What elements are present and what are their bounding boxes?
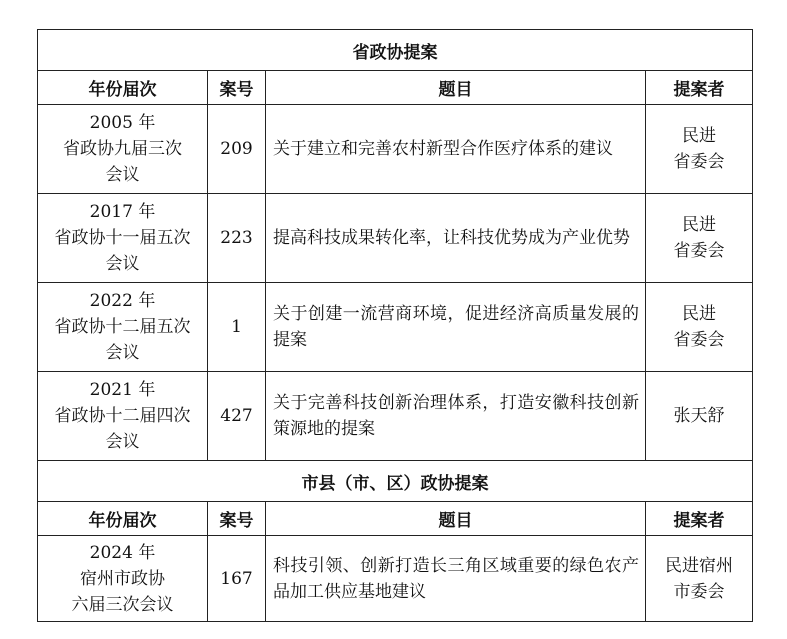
session-suffix: 会议 [105,343,140,363]
header-row [38,502,753,536]
proposer-line: 省委会 [673,330,725,350]
proposal-number: 209 [208,105,266,194]
session-year: 2017 年 [89,202,156,222]
proposal-number: 167 [208,536,266,622]
session-name: 省政协十一届五次 [54,228,191,248]
proposal-number: 427 [208,372,266,461]
session-year: 2005 年 [89,113,156,133]
proposer-line: 省委会 [673,241,725,261]
header-title: 题目 [266,502,646,536]
session-name: 省政协九届三次 [63,139,182,159]
session-name: 省政协十二届五次 [54,317,191,337]
proposer-line: 民进宿州 [665,555,733,576]
session-name: 宿州市政协 [80,568,165,589]
proposer-line: 市委会 [673,581,725,602]
session-cell [38,194,208,283]
session-cell [38,105,208,194]
header-row [38,71,753,105]
section-title-row [38,30,753,71]
session-year: 2022 年 [89,291,156,311]
proposer-cell [646,105,753,194]
header-number: 案号 [208,502,266,536]
session-suffix: 六届三次会议 [71,594,174,615]
proposals-table [37,29,753,622]
section-title: 市县（市、区）政协提案 [38,461,753,502]
table-row [38,105,753,194]
header-session: 年份届次 [38,71,208,105]
proposal-title: 关于建立和完善农村新型合作医疗体系的建议 [266,105,646,194]
session-year: 2024 年 [89,542,156,563]
header-session: 年份届次 [38,502,208,536]
proposal-number: 223 [208,194,266,283]
proposal-title: 关于创建一流营商环境，促进经济高质量发展的提案 [266,283,646,372]
header-author: 提案者 [646,502,753,536]
header-author: 提案者 [646,71,753,105]
table-row [38,372,753,461]
proposer-cell [646,536,753,622]
proposer-cell [646,194,753,283]
proposer-cell [646,283,753,372]
session-year: 2021 年 [89,380,156,400]
session-suffix: 会议 [105,254,140,274]
proposal-title: 科技引领、创新打造长三角区域重要的绿色农产品加工供应基地建议 [266,536,646,622]
section-title-row [38,461,753,502]
session-name: 省政协十二届四次 [54,406,191,426]
proposer-line: 民进 [682,215,716,235]
proposal-title: 关于完善科技创新治理体系，打造安徽科技创新策源地的提案 [266,372,646,461]
proposer-cell [646,372,753,461]
session-cell [38,283,208,372]
table-row [38,194,753,283]
proposer-line: 张天舒 [673,406,725,426]
proposer-line: 民进 [682,304,716,324]
header-title: 题目 [266,71,646,105]
table-row [38,536,753,622]
header-number: 案号 [208,71,266,105]
proposer-line: 省委会 [673,152,725,172]
session-cell [38,372,208,461]
table-row [38,283,753,372]
proposal-title: 提高科技成果转化率，让科技优势成为产业优势 [266,194,646,283]
session-cell [38,536,208,622]
section-title: 省政协提案 [38,30,753,71]
proposal-number: 1 [208,283,266,372]
session-suffix: 会议 [105,432,140,452]
proposer-line: 民进 [682,126,716,146]
session-suffix: 会议 [105,165,140,185]
